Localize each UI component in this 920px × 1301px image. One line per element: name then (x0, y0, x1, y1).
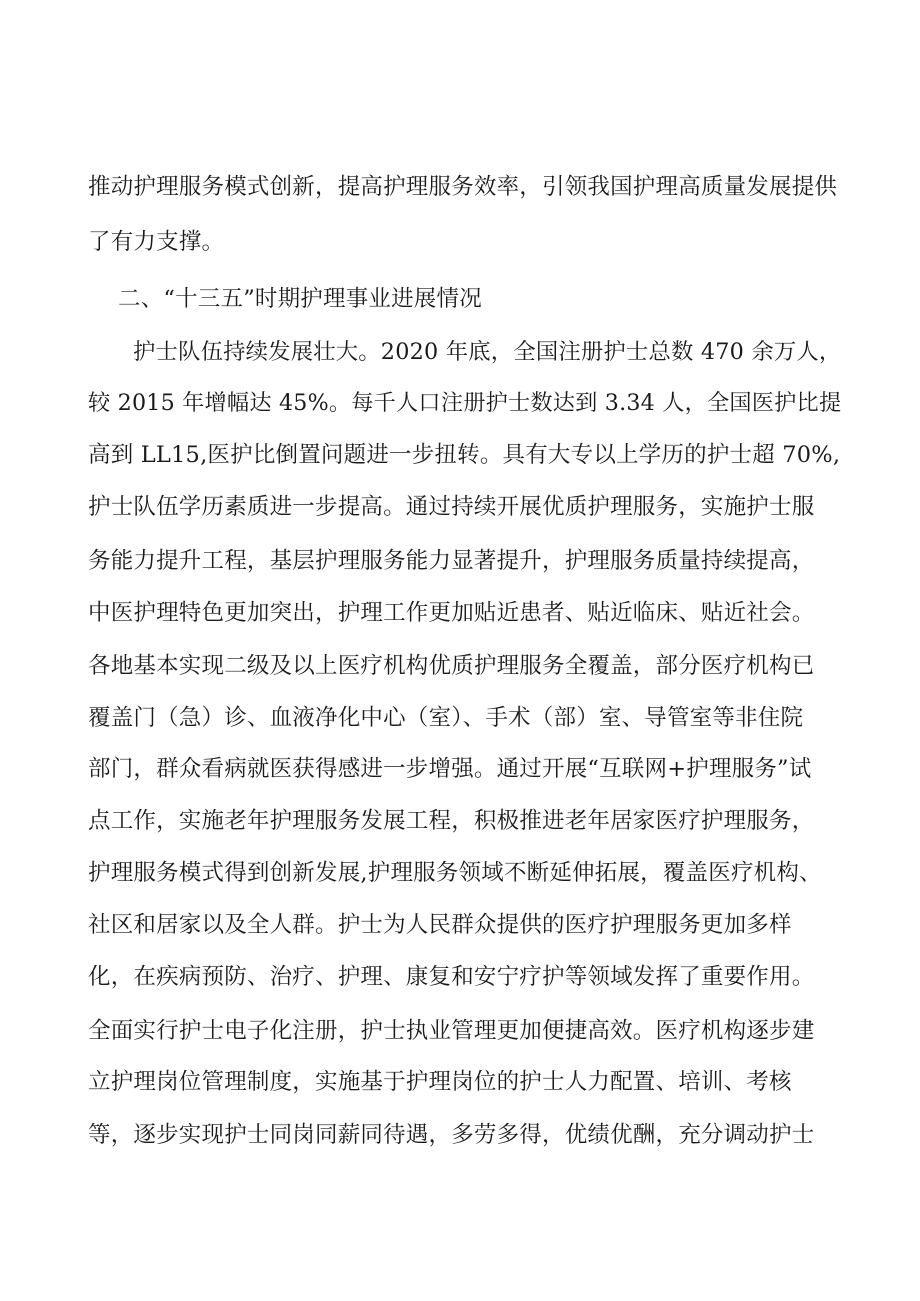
text-line: 立护理岗位管理制度，实施基于护理岗位的护士人力配置、培训、考核 (88, 1069, 792, 1095)
section-heading: 二、“十三五”时期护理事业进展情况 (118, 286, 482, 312)
text-line: 社区和居家以及全人群。护士为人民群众提供的医疗护理服务更加多样 (88, 912, 792, 938)
text-line: 化，在疾病预防、治疗、护理、康复和安宁疗护等领域发挥了重要作用。 (88, 964, 815, 990)
text-line: 各地基本实现二级及以上医疗机构优质护理服务全覆盖，部分医疗机构已 (88, 653, 815, 679)
text-line: 等，逐步实现护士同岗同薪同待遇，多劳多得，优绩优酬，充分调动护士 (88, 1122, 815, 1148)
text-line: 高到 LL15,医护比倒置问题进一步扭转。具有大专以上学历的护士超 70%, (88, 442, 841, 468)
text-line: 点工作，实施老年护理服务发展工程，积极推进老年居家医疗护理服务， (88, 808, 815, 834)
text-line: 中医护理特色更加突出，护理工作更加贴近患者、贴近临床、贴近社会。 (88, 600, 815, 626)
text-line: 推动护理服务模式创新，提高护理服务效率，引领我国护理高质量发展提供 (88, 174, 838, 200)
text-line: 务能力提升工程，基层护理服务能力显著提升，护理服务质量持续提高， (88, 548, 815, 574)
text-line: 全面实行护士电子化注册，护士执业管理更加便捷高效。医疗机构逐步建 (88, 1018, 815, 1044)
text-line: 了有力支撑。 (88, 229, 225, 255)
text-line: 护理服务模式得到创新发展,护理服务领域不断延伸拓展，覆盖医疗机构、 (88, 860, 822, 886)
text-line: 覆盖门（急）诊、血液净化中心（室）、手术（部）室、导管室等非住院 (88, 705, 804, 731)
text-line: 护士队伍持续发展壮大。2020 年底，全国注册护士总数 470 余万人， (133, 339, 842, 365)
text-line: 较 2015 年增幅达 45%。每千人口注册护士数达到 3.34 人，全国医护比提 (88, 390, 842, 416)
text-line: 护士队伍学历素质进一步提高。通过持续开展优质护理服务，实施护士服 (88, 494, 815, 520)
text-line: 部门，群众看病就医获得感进一步增强。通过开展“互联网+护理服务”试 (88, 756, 812, 782)
